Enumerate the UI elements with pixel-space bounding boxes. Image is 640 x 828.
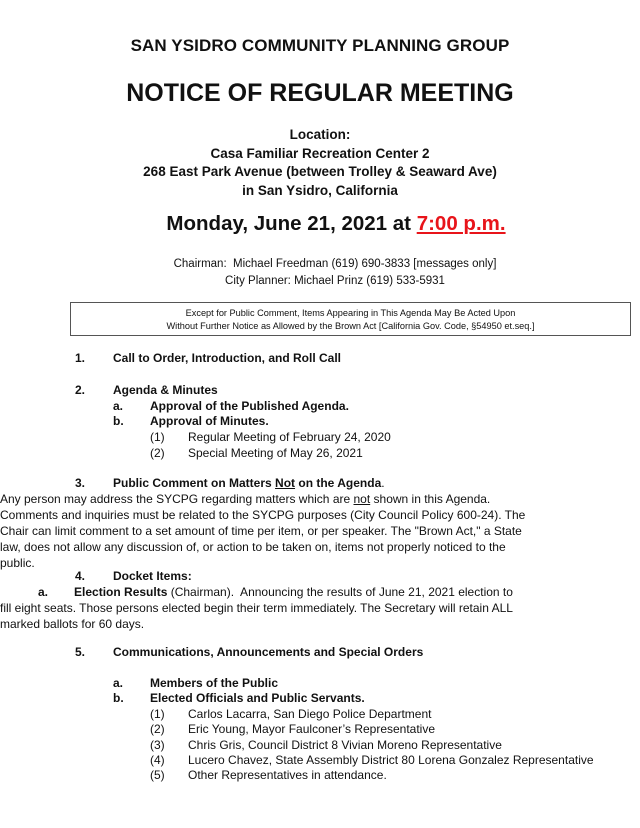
- agenda-item-number: 4.: [75, 569, 86, 583]
- meeting-date-text: Monday, June 21, 2021 at: [166, 212, 417, 235]
- chairman-contact: Chairman: Michael Freedman (619) 690-3833 [messages only]: [173, 258, 497, 270]
- city-planner-contact: City Planner: Michael Prinz (619) 533-5931: [225, 275, 445, 287]
- agenda-item-title: Docket Items:: [113, 569, 192, 583]
- subitem-letter: b.: [113, 691, 124, 705]
- public-comment-paragraph: [0, 491, 526, 571]
- official-number: (5): [150, 768, 165, 782]
- agenda-item-number: 2.: [75, 383, 86, 397]
- org-name: SAN YSIDRO COMMUNITY PLANNING GROUP: [130, 36, 510, 55]
- brown-act-notice-box: [70, 302, 631, 336]
- subitem-letter: a.: [38, 585, 49, 599]
- agenda-item-title: Call to Order, Introduction, and Roll Call: [113, 351, 342, 365]
- agenda-item-number: 5.: [75, 645, 86, 659]
- title-not: Not: [275, 476, 296, 490]
- meeting-time: 7:00 p.m.: [416, 212, 506, 235]
- official-text: Chris Gris, Council District 8 Vivian Moreno Representative: [188, 738, 502, 752]
- official-text: Other Representatives in attendance.: [188, 768, 387, 782]
- subitem-letter: a.: [113, 676, 124, 690]
- title-part: on the Agenda: [295, 476, 382, 490]
- subitem-text: Approval of Minutes.: [150, 414, 269, 428]
- official-number: (2): [150, 722, 165, 736]
- brown-act-line-1: Except for Public Comment, Items Appearing in This Agenda May Be Acted Upon: [185, 308, 516, 318]
- official-number: (4): [150, 753, 165, 767]
- location-block: [0, 126, 640, 200]
- location-label: Location:: [289, 127, 351, 142]
- minutes-number: (2): [150, 446, 165, 460]
- subitem-letter: b.: [113, 414, 124, 428]
- agenda-item-number: 1.: [75, 351, 86, 365]
- official-number: (1): [150, 707, 165, 721]
- agenda-item-title: Communications, Announcements and Special Orders: [113, 645, 424, 659]
- subitem-letter: a.: [113, 399, 124, 413]
- official-number: (3): [150, 738, 165, 752]
- brown-act-line-2: Without Further Notice as Allowed by the Brown Act [California Gov. Code, §54950 et.seq.]: [166, 321, 535, 331]
- subitem-text: Members of the Public: [150, 676, 279, 690]
- agenda-item-title: Agenda & Minutes: [113, 383, 218, 397]
- subitem-text: Elected Officials and Public Servants.: [150, 691, 365, 705]
- official-text: Eric Young, Mayor Faulconer’s Representative: [188, 722, 436, 736]
- notice-title: NOTICE OF REGULAR MEETING: [126, 79, 514, 107]
- location-venue: Casa Familiar Recreation Center 2: [210, 145, 430, 161]
- minutes-number: (1): [150, 430, 165, 444]
- title-part: Public Comment on Matters: [113, 476, 276, 490]
- election-results-paragraph: [0, 584, 526, 632]
- official-text: Lucero Chavez, State Assembly District 80 Lorena Gonzalez Representative: [188, 753, 594, 767]
- minutes-text: Regular Meeting of February 24, 2020: [188, 430, 391, 444]
- meeting-date: [0, 212, 640, 236]
- election-results-title: Election Results: [74, 585, 168, 599]
- minutes-text: Special Meeting of May 26, 2021: [188, 446, 363, 460]
- location-city: in San Ysidro, California: [242, 182, 398, 198]
- location-address: 268 East Park Avenue (between Trolley & Seaward Ave): [143, 164, 497, 179]
- paragraph-part: shown in this Agenda. Comments and inquiries must be related to the SYCPG purposes (City Council Policy 600-24). The Chair can limit comment to a set amount of time per item, or per speaker. The "Brown Act," a State law, does not allow any discussion of, or action to be taken on, items not properly noticed to the public.: [0, 492, 526, 570]
- agenda-item-title: [113, 476, 385, 490]
- subitem-text: Approval of the Published Agenda.: [150, 399, 349, 413]
- official-text: Carlos Lacarra, San Diego Police Department: [188, 707, 432, 721]
- election-results-text: (Chairman). Announcing the results of June 21, 2021 election to fill eight seats. Those persons elected begin their term immediately. The Secretary will retain ALL marked ballots for 60 days.: [0, 585, 517, 631]
- contacts-block: [0, 256, 640, 290]
- paragraph-not: not: [353, 492, 371, 506]
- agenda-item-number: 3.: [75, 476, 86, 490]
- title-period: .: [381, 476, 385, 490]
- paragraph-part: Any person may address the SYCPG regarding matters which are: [0, 492, 354, 506]
